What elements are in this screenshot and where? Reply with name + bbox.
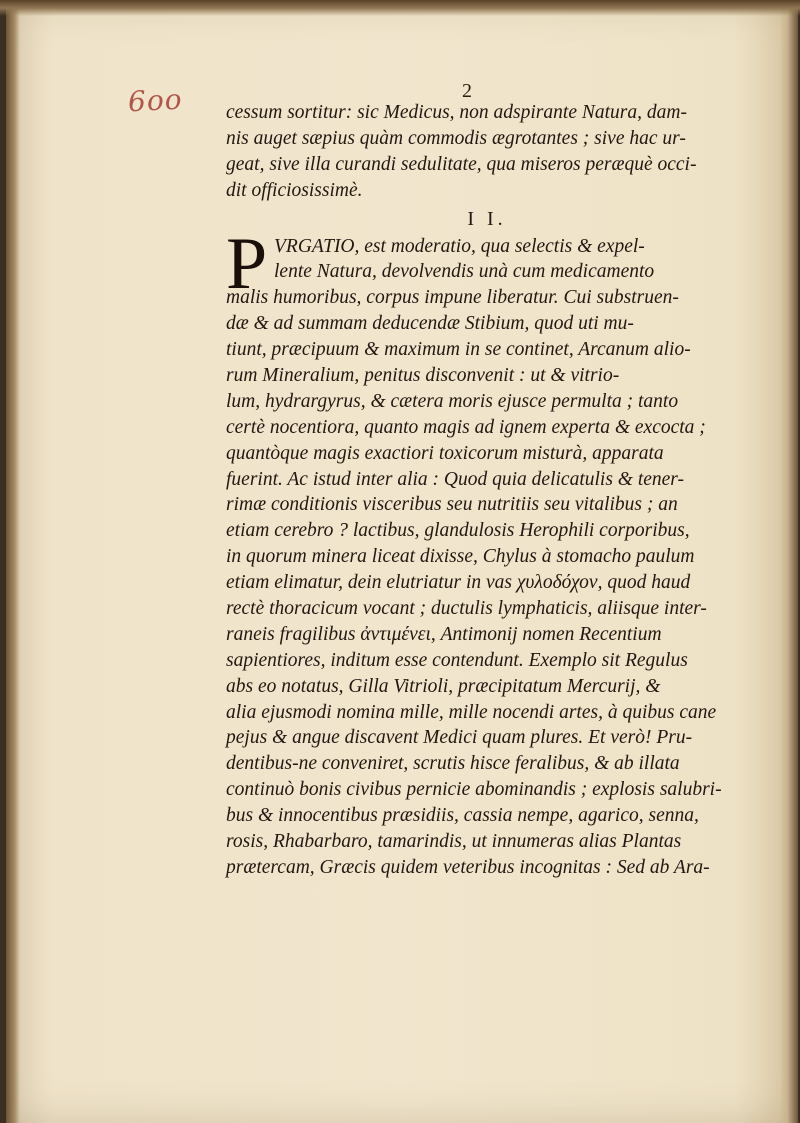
- text-line: in quorum minera liceat dixisse, Chylus à stomacho paulum: [226, 546, 695, 568]
- text-line: malis humoribus, corpus impune liberatur. Cui substruen-: [226, 287, 679, 309]
- text-line: etiam elimatur, dein elutriatur in vas χυλοδόχον, quod haud: [226, 572, 691, 594]
- text-line: geat, sive illa curandi sedulitate, qua miseros peræquè occi-: [226, 153, 697, 175]
- text-line: certè nocentiora, quanto magis ad ignem experta & excocta ;: [226, 416, 706, 438]
- text-line: cessum sortitur: sic Medicus, non adspirante Natura, dam-: [226, 102, 687, 123]
- text-line: fuerint. Ac istud inter alia : Quod quia delicatulis & tener-: [226, 468, 684, 490]
- page-edge-right: [780, 0, 798, 1123]
- text-line: quantòque magis exactiori toxicorum misturà, apparata: [226, 442, 664, 464]
- text-line: bus & innocentibus præsidiis, cassia nempe, agarico, senna,: [226, 805, 699, 827]
- text-line: sapientiores, inditum esse contendunt. Exemplo sit Regulus: [226, 649, 688, 671]
- text-line: rosis, Rhabarbaro, tamarindis, ut innumeras alias Plantas: [226, 831, 682, 853]
- text-line: prætercam, Græcis quidem veteribus incognitas : Sed ab Ara-: [226, 856, 710, 878]
- text-line: dentibus-ne conveniret, scrutis hisce feralibus, & ab illata: [226, 753, 680, 775]
- text-line: raneis fragilibus ἀντιμένει, Antimonij nomen Recentium: [226, 623, 662, 645]
- text-line: nis auget sæpius quàm commodis ægrotantes ; sive hac ur-: [226, 127, 686, 149]
- section-heading: I I.: [467, 207, 507, 230]
- handwritten-margin-note: 6oo: [127, 82, 184, 119]
- page-edge-top: [0, 0, 800, 16]
- text-line: tiunt, præcipuum & maximum in se continet, Arcanum alio-: [226, 339, 691, 361]
- text-line: rectè thoracicum vocant ; ductulis lymphaticis, aliisque inter-: [226, 598, 707, 620]
- page-number: 2: [462, 80, 472, 102]
- text-line: abs eo notatus, Gilla Vitrioli, præcipitatum Mercurij, &: [226, 675, 661, 697]
- text-line: rum Mineralium, penitus disconvenit : ut & vitrio-: [226, 365, 620, 387]
- text-line: lum, hydrargyrus, & cætera moris ejusce permulta ; tanto: [226, 390, 679, 412]
- text-line: lente Natura, devolvendis unà cum medicamento: [274, 261, 655, 283]
- text-line: dit officiosissimè.: [226, 179, 363, 201]
- binding-shadow: [6, 0, 20, 1123]
- text-line: dæ & ad summam deducendæ Stibium, quod uti mu-: [226, 313, 634, 335]
- text-line: pejus & angue discavent Medici quam plures. Et verò! Pru-: [226, 727, 693, 749]
- main-text: [226, 100, 738, 881]
- text-line: continuò bonis civibus pernicie abominandis ; explosis salubri-: [226, 779, 722, 801]
- text-line: etiam cerebro ? lactibus, glandulosis Herophili corporibus,: [226, 520, 690, 542]
- text-line: VRGATIO, est moderatio, qua selectis & expel-: [274, 235, 645, 257]
- drop-cap-initial: P: [226, 223, 268, 305]
- text-line: rimæ conditionis visceribus seu nutritiis seu vitalibus ; an: [226, 494, 678, 516]
- text-line: alia ejusmodi nomina mille, mille nocendi artes, à quibus cane: [226, 701, 717, 723]
